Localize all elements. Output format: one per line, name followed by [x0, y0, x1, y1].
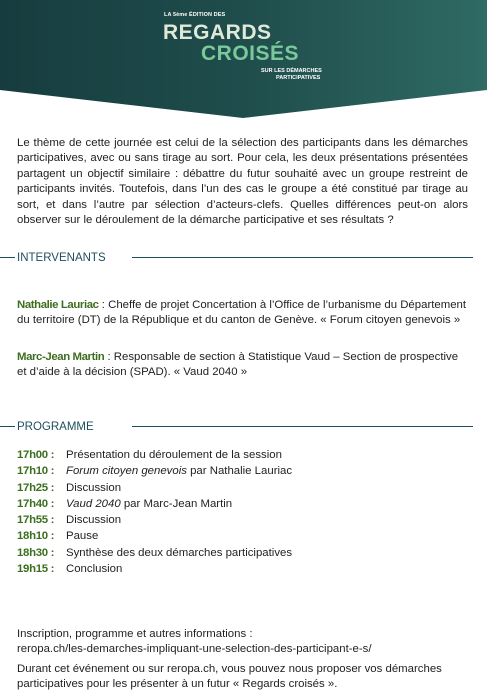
- logo-edition: LA 5ème ÉDITION DES: [164, 12, 226, 18]
- programme-title: Vaud 2040: [66, 497, 121, 510]
- programme-item: [17, 512, 467, 528]
- speaker-entry: [17, 298, 467, 329]
- programme-time: 18h30 :: [17, 546, 55, 559]
- programme-item: [17, 545, 467, 561]
- programme-section-header: [0, 419, 487, 435]
- programme-item: [17, 463, 467, 479]
- programme-suffix: par Nathalie Lauriac: [186, 465, 293, 478]
- divider-right: [132, 257, 473, 258]
- speaker-entry: [17, 350, 467, 381]
- speaker-description: : Cheffe de projet Concertation à l’Office de l’urbanisme du Département du territoire (DT) de la République et du canton de Genève. « Forum citoyen genevois »: [17, 299, 467, 327]
- intervenants-section-header: [0, 250, 487, 266]
- divider-left: [0, 426, 15, 427]
- logo-subtitle-line2: PARTICIPATIVES: [276, 75, 321, 81]
- programme-list: [17, 447, 467, 577]
- info-block: [17, 627, 472, 658]
- programme-item: [17, 561, 467, 577]
- logo-title-line1: REGARDS: [163, 21, 272, 44]
- programme-time: 17h40 :: [17, 497, 55, 510]
- programme-title: Forum citoyen genevois: [66, 465, 187, 478]
- programme-time: 19h15 :: [17, 563, 55, 576]
- logo-title-line2: CROISÉS: [201, 42, 300, 65]
- divider-left: [0, 257, 15, 258]
- programme-title: Pause: [66, 530, 99, 543]
- programme-title: Conclusion: [66, 563, 123, 576]
- info-label: Inscription, programme et autres informations :: [17, 628, 253, 640]
- speaker-name: Marc-Jean Martin: [17, 351, 105, 363]
- speaker-name: Nathalie Lauriac: [17, 299, 99, 311]
- speaker-description: : Responsable de section à Statistique Vaud – Section de prospective et d’aide à la décision (SPAD). « Vaud 2040 »: [17, 351, 459, 379]
- programme-time: 17h10 :: [17, 465, 55, 478]
- programme-suffix: par Marc-Jean Martin: [120, 497, 233, 510]
- header-banner: [0, 0, 487, 118]
- programme-time: 17h00 :: [17, 449, 55, 461]
- programme-item: [17, 528, 467, 544]
- programme-title: Présentation du déroulement de la session: [66, 449, 282, 461]
- programme-time: 18h10 :: [17, 530, 55, 543]
- programme-title: Synthèse des deux démarches participatives: [66, 546, 293, 559]
- programme-time: 17h55 :: [17, 514, 55, 527]
- closing-paragraph: Durant cet événement ou sur reropa.ch, vous pouvez nous proposer vos démarches participatives pour les présenter à un futur « Regards croisés ».: [17, 663, 442, 691]
- programme-title: Discussion: [66, 481, 122, 494]
- programme-item: [17, 496, 467, 512]
- programme-title: Discussion: [66, 514, 122, 527]
- programme-item: [17, 480, 467, 496]
- programme-item: [17, 447, 467, 463]
- programme-time: 17h25 :: [17, 481, 55, 494]
- info-url[interactable]: reropa.ch/les-demarches-impliquant-une-selection-des-participant-e-s/: [17, 643, 372, 656]
- programme-heading: PROGRAMME: [17, 421, 94, 433]
- divider-right: [132, 426, 473, 427]
- intervenants-heading: INTERVENANTS: [17, 252, 106, 264]
- intro-paragraph: Le thème de cette journée est celui de la sélection des participants dans les démarches participatives, avec ou sans tirage au sort. Pour cela, les deux présentations présentées partagent un objectif similaire : débattre du futur souhaité avec un groupe restreint de participants invités. Toutefois, dans l’un des cas le groupe a été constitué par tirage au sort, et dans l’autre par sélection d’acteurs-clefs. Quelles différences peut-on alors observer sur le déroulement de la démarche participative et ses résultats ?: [17, 137, 468, 227]
- logo-subtitle-line1: SUR LES DÉMARCHES: [261, 68, 322, 74]
